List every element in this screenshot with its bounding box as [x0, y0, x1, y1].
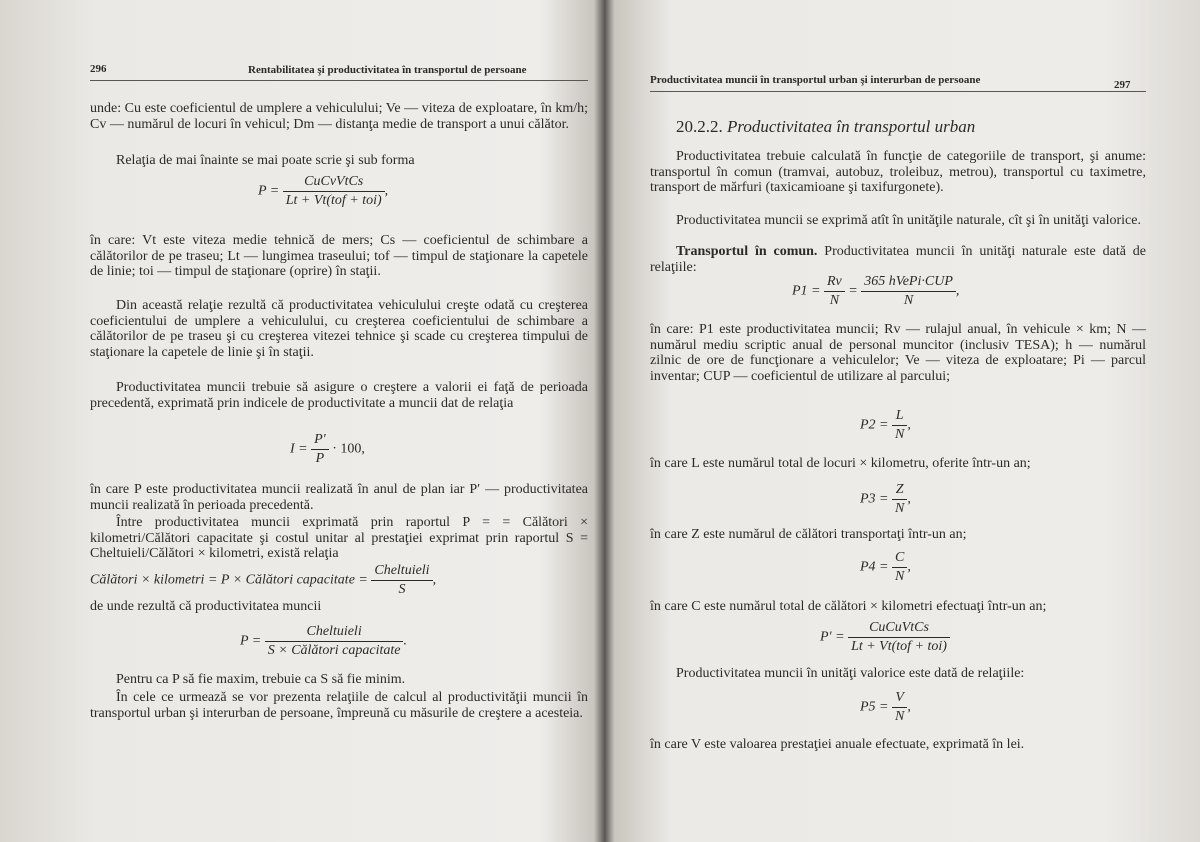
formula-lhs: P3 =	[860, 491, 889, 507]
fraction	[311, 432, 329, 467]
formula-lhs: I =	[290, 441, 308, 457]
denominator: P	[315, 451, 325, 466]
paragraph: în care: Vt este viteza medie tehnică de mers; Cs — coeficientul de schimbare a călătorilor de pe traseu; Lt — lungimea traseului; tof — timpul de staţionare la capetele de linie; toi — timpul de staţionare (oprire) în staţii.	[90, 233, 588, 280]
numerator: CuCvVtCs	[283, 174, 385, 192]
page-number: 297	[1114, 79, 1131, 91]
paragraph: Productivitatea trebuie calculată în funcţie de categoriile de transport, şi anume: transportul în comun (tramvai, autobuz, troleibuz, metrou), transportul cu taximetre, transport de mărfuri (taxicamioane şi taxifurgonete).	[650, 149, 1146, 196]
formula-relation	[90, 563, 436, 598]
formula-punct: ,	[955, 283, 960, 299]
formula-labor-productivity	[240, 624, 407, 659]
denominator: Lt + Vt(tof + toi)	[851, 639, 947, 654]
formula-punct: ,	[907, 699, 911, 715]
formula-lhs: P′ =	[820, 629, 845, 645]
paragraph: în care C este numărul total de călători × kilometri efectuaţi într-un an;	[650, 599, 1047, 614]
denominator: N	[829, 293, 840, 308]
formula-lhs: P =	[258, 183, 280, 199]
numerator: C	[892, 550, 907, 568]
numerator: CuCuVtCs	[848, 620, 950, 638]
fraction	[265, 624, 404, 659]
paragraph: Productivitatea muncii se exprimă atît în unităţile naturale, cît şi în unităţi valorice.	[676, 213, 1141, 228]
numerator: P′	[311, 432, 329, 450]
paragraph: în care V este valoarea prestaţiei anuale efectuate, exprimată în lei.	[650, 737, 1025, 752]
formula-equals: =	[848, 283, 858, 299]
formula-punct: ,	[907, 491, 911, 507]
formula-p2	[860, 408, 911, 443]
fraction	[283, 174, 385, 209]
denominator: N	[895, 501, 905, 516]
fraction	[892, 690, 907, 725]
header-rule	[650, 91, 1146, 92]
formula-punct: ,	[432, 572, 437, 588]
paragraph: Productivitatea muncii în unităţi valorice este dată de relaţiile:	[676, 666, 1025, 681]
page-number: 296	[90, 63, 107, 75]
header-rule	[90, 80, 588, 81]
formula-p4	[860, 550, 911, 585]
numerator: Rv	[824, 274, 845, 292]
formula-p1	[792, 274, 959, 309]
numerator: L	[892, 408, 907, 426]
fraction	[892, 550, 907, 585]
formula-lhs: P5 =	[860, 699, 889, 715]
formula-punct: ,	[384, 183, 389, 199]
running-head: Rentabilitatea şi productivitatea în transportul de persoane	[248, 64, 527, 76]
formula-punct: .	[403, 633, 407, 649]
formula-lhs: P =	[240, 633, 262, 649]
section-number: 20.2.2.	[676, 117, 723, 136]
paragraph: în care L este numărul total de locuri × kilometru, oferite într-un an;	[650, 456, 1031, 471]
paragraph: în care Z este numărul de călători transportaţi într-un an;	[650, 527, 967, 542]
paragraph: în care: P1 este productivitatea muncii; Rv — rulajul anual, în vehicule × km; N — numărul mediu scriptic anual de personal muncitor (inclusiv TESA); h — numărul zilnic de ore de funcţionare a vehiculelor; Ve — viteza de exploatare; Pi — parcul inventar; CUP — coeficientul de utilizare al parcului;	[650, 322, 1146, 384]
paragraph-rest: Productivitatea muncii în unităţi naturale este dată de relaţiile:	[650, 244, 1146, 275]
numerator: Z	[892, 482, 907, 500]
fraction	[371, 563, 432, 598]
formula-punct: ,	[907, 417, 911, 433]
paragraph	[650, 244, 1146, 275]
paragraph: Între productivitatea muncii exprimată prin raportul P = = Călători × kilometri/Călători capacitate şi costul unitar al prestaţiei exprimat prin raportul S = Cheltuieli/Călători × kilometri, există relaţia	[90, 515, 588, 562]
fraction	[848, 620, 950, 655]
denominator: Lt + Vt(tof + toi)	[285, 193, 382, 208]
denominator: N	[895, 569, 905, 584]
formula-lhs: P2 =	[860, 417, 889, 433]
fraction	[892, 408, 907, 443]
paragraph: unde: Cu este coeficientul de umplere a vehiculului; Ve — viteza de exploatare, în km/h; Cv — numărul de locuri în vehicul; Dm — distanţa medie de transport a unui călător.	[90, 101, 588, 132]
fraction	[824, 274, 845, 309]
paragraph: Pentru ca P să fie maxim, trebuie ca S să fie minim.	[116, 672, 406, 687]
fraction	[892, 482, 907, 517]
numerator: V	[892, 690, 907, 708]
section-title: Productivitatea în transportul urban	[727, 117, 976, 136]
paragraph: În cele ce urmează se vor prezenta relaţiile de calcul al productivităţii muncii în transportul urban şi interurban de persoane, împreună cu măsurile de creştere a acesteia.	[90, 690, 588, 721]
formula-vehicle-productivity	[258, 174, 388, 209]
bold-lead: Transportul în comun.	[676, 244, 818, 259]
formula-lhs: P4 =	[860, 559, 889, 575]
numerator: 365 hVePi·CUP	[861, 274, 956, 292]
formula-p-prime	[820, 620, 950, 655]
paragraph: în care P este productivitatea muncii realizată în anul de plan iar P′ — productivitatea muncii realizată în perioada precedentă.	[90, 482, 588, 513]
running-head: Productivitatea muncii în transportul urban şi interurban de persoane	[650, 74, 981, 86]
denominator: S	[398, 582, 406, 597]
right-page	[606, 0, 1200, 842]
numerator: Cheltuieli	[265, 624, 404, 642]
fraction	[861, 274, 956, 309]
section-heading	[676, 117, 975, 137]
denominator: N	[903, 293, 914, 308]
paragraph: Relaţia de mai înainte se mai poate scrie şi sub forma	[116, 153, 415, 168]
formula-productivity-index	[290, 432, 365, 467]
formula-p5	[860, 690, 911, 725]
paragraph: Din această relaţie rezultă că productivitatea vehiculului creşte odată cu creşterea coeficientului de umplere a vehiculului, cu creşterea coeficientului de schimbare a călătorilor de pe traseu şi cu creşterea vitezei tehnice şi scade cu creşterea timpului de staţionare la capetele de linie şi în staţii.	[90, 298, 588, 360]
denominator: N	[895, 427, 905, 442]
denominator: S × Călători capacitate	[267, 643, 401, 658]
numerator: Cheltuieli	[371, 563, 432, 581]
formula-tail: · 100,	[332, 441, 365, 457]
denominator: N	[895, 709, 905, 724]
paragraph: Productivitatea muncii trebuie să asigure o creştere a valorii ei faţă de perioada precedentă, exprimată prin indicele de productivitate a muncii dat de relaţia	[90, 380, 588, 411]
formula-p3	[860, 482, 911, 517]
formula-punct: ,	[907, 559, 911, 575]
formula-lhs: P1 =	[792, 283, 821, 299]
formula-lhs: Călători × kilometri = P × Călători capacitate =	[90, 572, 368, 588]
paragraph: de unde rezultă că productivitatea muncii	[90, 599, 322, 614]
